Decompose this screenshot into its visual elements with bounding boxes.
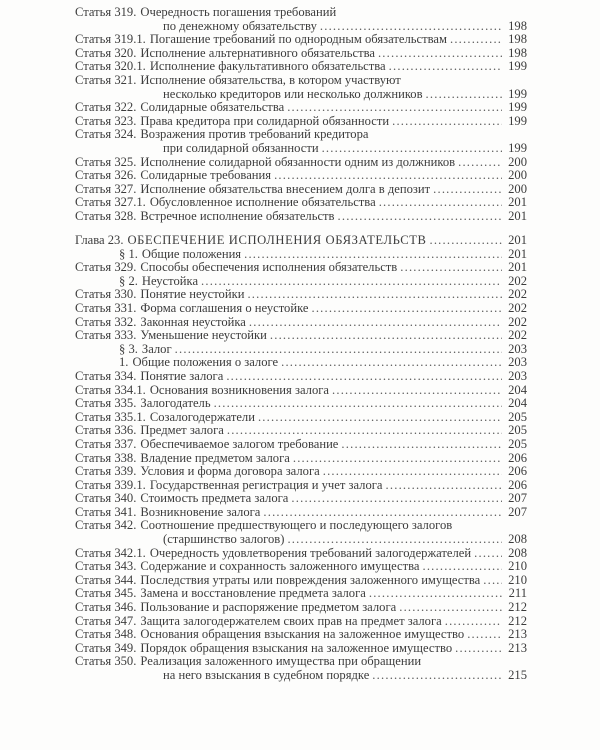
page-number: 210 [508, 559, 527, 574]
toc-line [75, 452, 527, 466]
page-number: 198 [508, 32, 527, 47]
toc-entry [75, 6, 527, 33]
toc-line [75, 492, 527, 506]
dot-leader [379, 196, 502, 210]
toc-line [75, 142, 527, 156]
dot-leader [293, 452, 502, 466]
toc-line [75, 587, 527, 601]
toc-line [75, 115, 527, 129]
toc-entry [75, 60, 527, 74]
entry-title: Уменьшение неустойки [140, 328, 267, 343]
toc-line [75, 234, 527, 248]
entry-title: Стоимость предмета залога [140, 491, 289, 506]
dot-leader [201, 275, 502, 289]
entry-label: Статья 328. [75, 208, 137, 223]
entry-label: Статья 349. [75, 640, 137, 655]
toc-line [75, 384, 527, 398]
page-number: 204 [508, 382, 527, 397]
toc-entry [75, 560, 527, 574]
page-number: 211 [508, 586, 527, 601]
entry-label: Статья 348. [75, 627, 137, 642]
dot-leader [392, 115, 502, 129]
dot-leader [399, 601, 502, 615]
entry-title: Солидарные требования [140, 168, 272, 183]
entry-title: Форма соглашения о неустойке [140, 300, 309, 315]
entry-title: Реализация заложенного имущества при обращении [140, 654, 422, 669]
page-number: 201 [508, 233, 527, 247]
section-heading [75, 275, 527, 289]
dot-leader [455, 642, 502, 656]
toc-entry [75, 183, 527, 197]
dot-leader [244, 248, 502, 262]
entry-title: Исполнение факультативного обязательства [149, 59, 386, 74]
toc-entry [75, 642, 527, 656]
entry-title: Исполнение альтернативного обязательства [140, 45, 375, 60]
dot-leader [249, 316, 502, 330]
toc-entry [75, 506, 527, 520]
page-number: 199 [508, 100, 527, 115]
toc-line [75, 128, 527, 142]
entry-label: Статья 326. [75, 168, 137, 183]
entry-title: Залог [141, 341, 172, 356]
page-number: 203 [508, 368, 527, 383]
entry-label: Статья 319. [75, 5, 137, 19]
dot-leader [270, 329, 502, 343]
toc-entry [75, 574, 527, 588]
page-number: 201 [508, 208, 527, 223]
toc-entry [75, 615, 527, 629]
page-number: 204 [508, 396, 527, 411]
entry-label: Статья 319.1. [75, 32, 146, 47]
toc-entry [75, 128, 527, 155]
toc-entry [75, 397, 527, 411]
entry-label: Статья 346. [75, 600, 137, 615]
page-number: 213 [508, 640, 527, 655]
dot-leader [378, 47, 502, 61]
toc-entry [75, 316, 527, 330]
entry-title: Залогодатель [140, 396, 211, 411]
toc-line [75, 411, 527, 425]
toc-line [75, 33, 527, 47]
dot-leader [372, 669, 502, 683]
entry-title: Способы обеспечения исполнения обязательств [140, 260, 398, 275]
toc-line [75, 156, 527, 170]
page-number: 215 [508, 668, 527, 682]
dot-leader [263, 506, 502, 520]
entry-title: Предмет залога [140, 423, 224, 438]
section-heading [75, 248, 527, 262]
entry-label: § 1. [119, 246, 138, 261]
entry-title: Встречное исполнение обязательств [140, 208, 335, 223]
toc-entry [75, 479, 527, 493]
toc-line [75, 574, 527, 588]
entry-title: Понятие неустойки [140, 287, 245, 302]
entry-label: § 3. [119, 341, 138, 356]
toc-entry [75, 156, 527, 170]
toc-line [75, 370, 527, 384]
entry-label: Глава 23. [75, 233, 124, 247]
page-number: 201 [508, 260, 527, 275]
dot-leader [322, 142, 502, 156]
dot-leader [258, 411, 502, 425]
entry-title: Замена и восстановление предмета залога [140, 586, 366, 601]
entry-label: § 2. [119, 273, 138, 288]
table-of-contents [75, 6, 527, 683]
toc-line [97, 356, 527, 370]
entry-title: несколько кредиторов или несколько должников [163, 86, 423, 101]
toc-line [75, 547, 527, 561]
dot-leader [323, 465, 502, 479]
entry-title: по денежному обязательству [163, 18, 317, 33]
entry-label: Статья 327. [75, 181, 137, 196]
entry-label: Статья 342.1. [75, 545, 146, 560]
toc-line [75, 210, 527, 224]
entry-title: при солидарной обязанности [163, 140, 319, 155]
entry-label: Статья 336. [75, 423, 137, 438]
dot-leader [338, 210, 503, 224]
dot-leader [287, 101, 502, 115]
entry-title: Обеспечиваемое залогом требование [140, 436, 339, 451]
toc-line [75, 438, 527, 452]
page-number: 198 [508, 45, 527, 60]
page-number: 210 [508, 572, 527, 587]
entry-title: Содержание и сохранность заложенного имущества [140, 559, 420, 574]
toc-entry [75, 465, 527, 479]
entry-label: Статья 333. [75, 328, 137, 343]
page-number: 205 [508, 423, 527, 438]
entry-label: Статья 320.1. [75, 59, 146, 74]
entry-label: Статья 330. [75, 287, 137, 302]
entry-label: Статья 325. [75, 154, 137, 169]
dot-leader [445, 615, 502, 629]
entry-title: Очередность погашения требований [140, 5, 337, 19]
toc-line [75, 479, 527, 493]
toc-line [75, 519, 527, 533]
toc-line [75, 669, 527, 683]
page-number: 212 [508, 600, 527, 615]
toc-line [75, 560, 527, 574]
toc-line [75, 20, 527, 34]
page-number: 202 [508, 287, 527, 302]
toc-entry [75, 587, 527, 601]
page-number: 199 [508, 59, 527, 74]
entry-label: Статья 337. [75, 436, 137, 451]
entry-title: (старшинство залогов) [163, 532, 285, 547]
page-number: 205 [508, 409, 527, 424]
dot-leader [433, 183, 502, 197]
page-number: 199 [508, 86, 527, 101]
page-number: 198 [508, 18, 527, 33]
entry-label: 1. [119, 355, 129, 370]
entry-label: Статья 343. [75, 559, 137, 574]
entry-label: Статья 345. [75, 586, 137, 601]
entry-title: Исполнение обязательства внесением долга в депозит [140, 181, 431, 196]
entry-label: Статья 329. [75, 260, 137, 275]
toc-line [75, 465, 527, 479]
page-number: 207 [508, 504, 527, 519]
entry-label: Статья 324. [75, 127, 137, 142]
entry-title: Права кредитора при солидарной обязанности [140, 113, 390, 128]
entry-title: Государственная регистрация и учет залога [149, 477, 383, 492]
entry-title: Созалогодержатели [149, 409, 255, 424]
toc-line [75, 183, 527, 197]
dot-leader [467, 628, 502, 642]
dot-leader [226, 370, 502, 384]
page-number: 203 [508, 341, 527, 356]
toc-line [75, 302, 527, 316]
entry-label: Статья 342. [75, 518, 137, 533]
entry-title: Законная неустойка [140, 314, 246, 329]
dot-leader [389, 60, 502, 74]
dot-leader [287, 533, 502, 547]
page-number: 207 [508, 491, 527, 506]
toc-line [75, 615, 527, 629]
entry-title: Общие положения [141, 246, 242, 261]
toc-entry [75, 655, 527, 682]
toc-line [97, 248, 527, 262]
toc-entry [75, 101, 527, 115]
toc-line [75, 628, 527, 642]
toc-line [75, 316, 527, 330]
dot-leader [474, 547, 502, 561]
toc-line [75, 397, 527, 411]
dot-leader [341, 438, 502, 452]
chapter-heading [75, 234, 527, 248]
toc-line [75, 196, 527, 210]
page-number: 208 [508, 545, 527, 560]
toc-entry [75, 74, 527, 101]
toc-entry [75, 492, 527, 506]
entry-label: Статья 335.1. [75, 409, 146, 424]
entry-title: Общие положения о залоге [132, 355, 279, 370]
entry-label: Статья 350. [75, 654, 137, 669]
page-number: 199 [508, 140, 527, 155]
toc-entry [75, 169, 527, 183]
entry-label: Статья 338. [75, 450, 137, 465]
entry-label: Статья 322. [75, 100, 137, 115]
dot-leader [369, 587, 502, 601]
page-number: 200 [508, 168, 527, 183]
entry-title: Владение предметом залога [140, 450, 290, 465]
toc-line [75, 47, 527, 61]
entry-title: Исполнение солидарной обязанности одним из должников [140, 154, 456, 169]
toc-entry [75, 628, 527, 642]
toc-entry [75, 452, 527, 466]
toc-line [75, 506, 527, 520]
dot-leader [320, 20, 502, 34]
dot-leader [450, 33, 502, 47]
entry-label: Статья 331. [75, 300, 137, 315]
entry-title: Основания обращения взыскания на заложенное имущество [140, 627, 465, 642]
entry-label: Статья 339.1. [75, 477, 146, 492]
toc-line [75, 642, 527, 656]
subsection-heading [75, 356, 527, 370]
section-heading [75, 343, 527, 357]
page-number: 202 [508, 273, 527, 288]
entry-title: Защита залогодержателем своих прав на предмет залога [140, 613, 442, 628]
page-number: 202 [508, 328, 527, 343]
dot-leader [483, 574, 502, 588]
toc-line [75, 101, 527, 115]
entry-title: Понятие залога [140, 368, 224, 383]
toc-line [75, 288, 527, 302]
dot-leader [332, 384, 502, 398]
dot-leader [175, 343, 502, 357]
toc-line [75, 60, 527, 74]
toc-line [97, 275, 527, 289]
entry-title: Условия и форма договора залога [140, 464, 320, 479]
toc-line [75, 74, 527, 88]
entry-title: Обусловленное исполнение обязательства [149, 195, 376, 210]
toc-line [75, 424, 527, 438]
entry-title: ОБЕСПЕЧЕНИЕ ИСПОЛНЕНИЯ ОБЯЗАТЕЛЬСТВ [127, 233, 427, 247]
page-number: 206 [508, 450, 527, 465]
dot-leader [281, 356, 502, 370]
dot-leader [429, 234, 502, 248]
entry-label: Статья 323. [75, 113, 137, 128]
page-number: 201 [508, 195, 527, 210]
toc-entry [75, 302, 527, 316]
toc-line [75, 329, 527, 343]
toc-line [75, 655, 527, 669]
dot-leader [247, 288, 502, 302]
entry-title: Последствия утраты или повреждения заложенного имущества [140, 572, 481, 587]
page-number: 200 [508, 154, 527, 169]
page-number: 202 [508, 300, 527, 315]
entry-label: Статья 341. [75, 504, 137, 519]
dot-leader [274, 169, 502, 183]
entry-label: Статья 339. [75, 464, 137, 479]
page-number: 203 [508, 355, 527, 370]
entry-title: Основания возникновения залога [149, 382, 329, 397]
toc-entry [75, 115, 527, 129]
dot-leader [214, 397, 502, 411]
dot-leader [422, 560, 502, 574]
entry-title: Солидарные обязательства [140, 100, 285, 115]
toc-entry [75, 438, 527, 452]
toc-line [75, 169, 527, 183]
entry-label: Статья 334. [75, 368, 137, 383]
page-number: 213 [508, 627, 527, 642]
dot-leader [311, 302, 502, 316]
toc-entry [75, 33, 527, 47]
page-number: 206 [508, 464, 527, 479]
toc-entry [75, 196, 527, 210]
page-number: 212 [508, 613, 527, 628]
toc-line [97, 343, 527, 357]
entry-title: Неустойка [141, 273, 199, 288]
page-number: 206 [508, 477, 527, 492]
toc-entry [75, 424, 527, 438]
entry-label: Статья 334.1. [75, 382, 146, 397]
toc-entry [75, 519, 527, 546]
page-number: 202 [508, 314, 527, 329]
page-number: 208 [508, 532, 527, 547]
toc-entry [75, 47, 527, 61]
dot-leader [291, 492, 502, 506]
entry-title: Исполнение обязательства, в котором участвуют [140, 72, 401, 87]
entry-title: Погашение требований по однородным обязательствам [149, 32, 447, 47]
toc-entry [75, 210, 527, 224]
toc-entry [75, 329, 527, 343]
entry-title: Порядок обращения взыскания на заложенное имущество [140, 640, 453, 655]
toc-line [75, 6, 527, 20]
page-number: 199 [508, 113, 527, 128]
toc-line [75, 261, 527, 275]
entry-label: Статья 340. [75, 491, 137, 506]
entry-title: на него взыскания в судебном порядке [163, 668, 370, 682]
entry-label: Статья 347. [75, 613, 137, 628]
dot-leader [400, 261, 502, 275]
entry-title: Очередность удовлетворения требований залогодержателей [149, 545, 472, 560]
entry-title: Возражения против требований кредитора [140, 127, 369, 142]
toc-line [75, 88, 527, 102]
toc-line [75, 601, 527, 615]
entry-title: Возникновение залога [140, 504, 261, 519]
dot-leader [426, 88, 502, 102]
entry-label: Статья 332. [75, 314, 137, 329]
toc-entry [75, 261, 527, 275]
dot-leader [458, 156, 502, 170]
page-number: 200 [508, 181, 527, 196]
toc-line [75, 533, 527, 547]
entry-label: Статья 320. [75, 45, 137, 60]
page-number: 205 [508, 436, 527, 451]
page-number: 201 [508, 246, 527, 261]
entry-title: Пользование и распоряжение предметом залога [140, 600, 397, 615]
entry-title: Соотношение предшествующего и последующего залогов [140, 518, 453, 533]
entry-label: Статья 335. [75, 396, 137, 411]
toc-entry [75, 370, 527, 384]
entry-label: Статья 344. [75, 572, 137, 587]
dot-leader [227, 424, 502, 438]
toc-entry [75, 601, 527, 615]
toc-entry [75, 411, 527, 425]
dot-leader [386, 479, 502, 493]
toc-entry [75, 547, 527, 561]
entry-label: Статья 327.1. [75, 195, 146, 210]
toc-entry [75, 384, 527, 398]
entry-label: Статья 321. [75, 72, 137, 87]
toc-entry [75, 288, 527, 302]
